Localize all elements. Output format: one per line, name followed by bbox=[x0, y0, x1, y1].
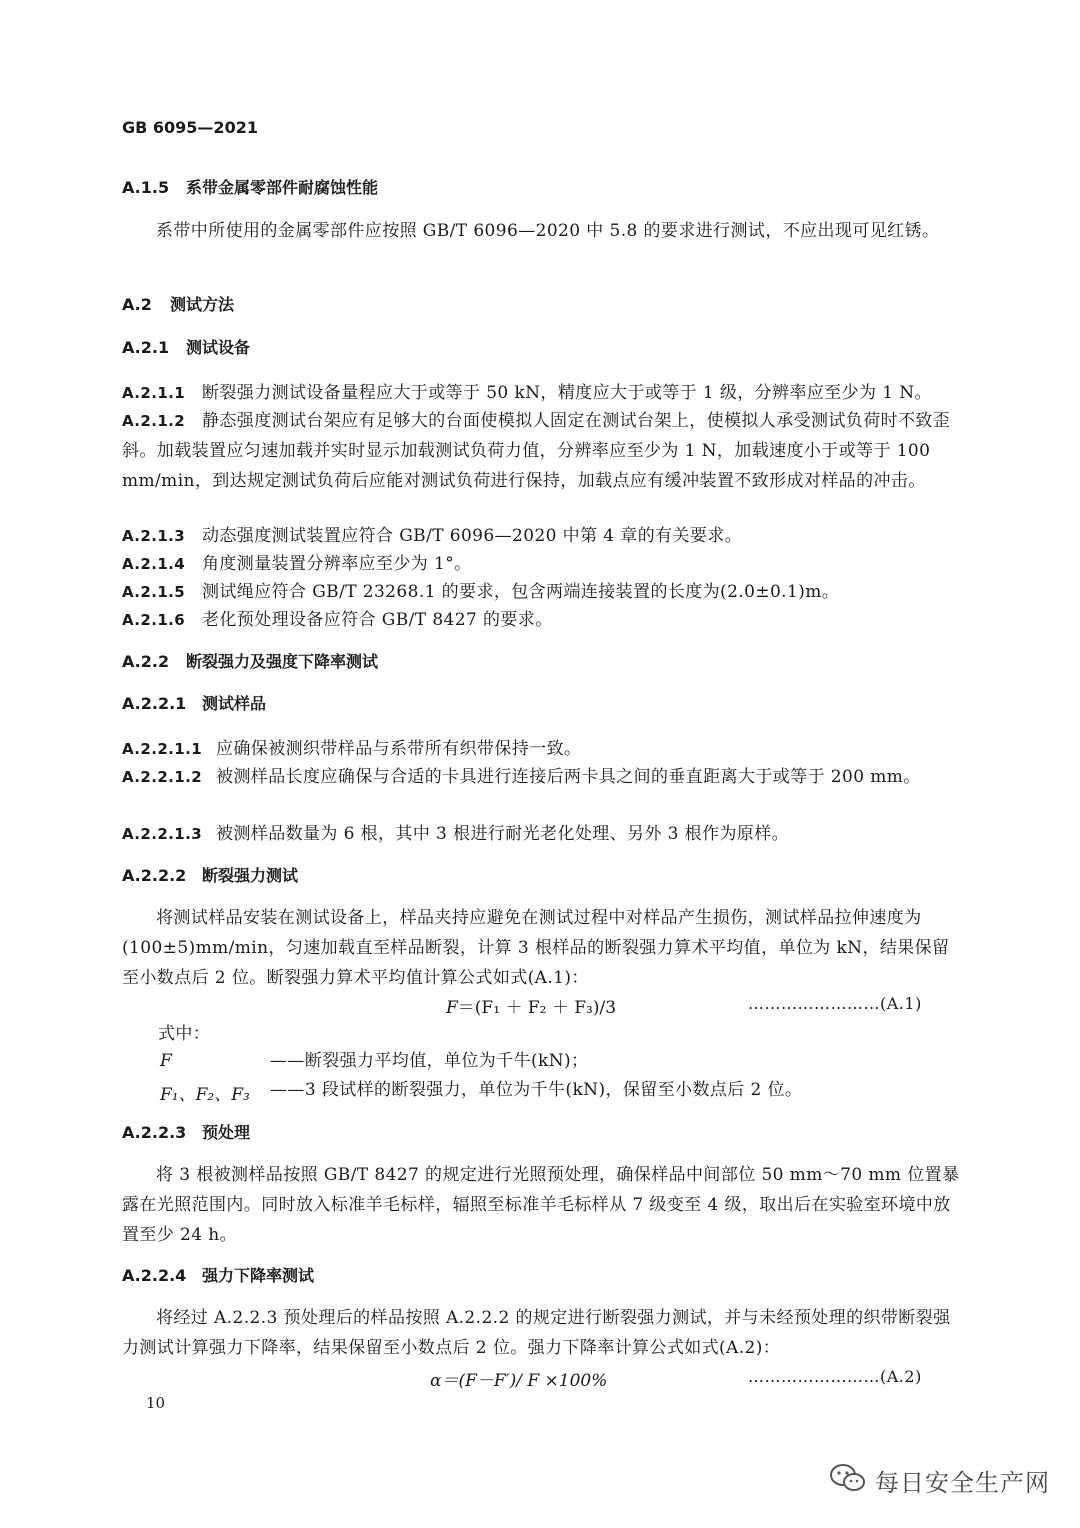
section-a223-heading: A.2.2.3 预处理 bbox=[122, 1123, 251, 1142]
clause-a214: A.2.1.4 角度测量装置分辨率应至少为 1°。 bbox=[122, 554, 472, 574]
section-a21-heading: A.2.1 测试设备 bbox=[122, 338, 251, 357]
standard-id: GB 6095—2021 bbox=[122, 118, 258, 137]
watermark-text: 每日安全生产网 bbox=[875, 1468, 1050, 1497]
equation-a1-label: ……………………(A.1) bbox=[748, 994, 922, 1013]
section-a223-body: 将 3 根被测样品按照 GB/T 8427 的规定进行光照预处理，确保样品中间部位 50 mm～70 mm 位置暴露在光照范围内。同时放入标准羊毛标样，辐照至标准羊毛标样从 7 级变至 4 级，取出后在实验室环境中放置至少 24 h。 bbox=[122, 1165, 960, 1245]
clause-a216: A.2.1.6 老化预处理设备应符合 GB/T 8427 的要求。 bbox=[122, 610, 553, 630]
def-symbol-f123: F₁、F₂、F₃ bbox=[160, 1085, 250, 1105]
equation-a2-label: ……………………(A.2) bbox=[748, 1367, 922, 1386]
def-text-f123: ——3 段试样的断裂强力，单位为千牛(kN)，保留至小数点后 2 位。 bbox=[270, 1080, 803, 1100]
section-a15-body: 系带中所使用的金属零部件应按照 GB/T 6096—2020 中 5.8 的要求进行测试，不应出现可见红锈。 bbox=[156, 221, 940, 241]
clause-a215: A.2.1.5 测试绳应符合 GB/T 23268.1 的要求，包含两端连接装置的长度为(2.0±0.1)m。 bbox=[122, 582, 840, 602]
def-text-f: ——断裂强力平均值，单位为千牛(kN)； bbox=[270, 1051, 589, 1071]
clause-a211: A.2.1.1 断裂强力测试设备量程应大于或等于 50 kN，精度应大于或等于 1 级，分辨率应至少为 1 N。 bbox=[122, 383, 932, 403]
clause-a212: A.2.1.2 静态强度测试台架应有足够大的台面使模拟人固定在测试台架上，使模拟人承受测试负荷时不致歪斜。加载装置应匀速加载并实时显示加载测试负荷力值，分辨率应至少为 1 N，加载速度小于或等于 100 mm/min，到达规定测试负荷后应能对测试负荷进行保持，加载点应有缓冲装置不致形成对样品的冲击。 bbox=[122, 411, 951, 491]
section-a22-heading: A.2.2 断裂强力及强度下降率测试 bbox=[122, 652, 379, 671]
where-label: 式中： bbox=[158, 1024, 211, 1044]
page-number: 10 bbox=[146, 1394, 166, 1412]
wechat-icon bbox=[829, 1462, 867, 1498]
equation-a1: F＝(F₁ ＋ F₂ ＋ F₃)/3 bbox=[446, 998, 617, 1018]
def-symbol-f: F bbox=[160, 1051, 172, 1071]
section-a224-heading: A.2.2.4 强力下降率测试 bbox=[122, 1266, 315, 1285]
clause-a2212: A.2.2.1.2 被测样品长度应确保与合适的卡具进行连接后两卡具之间的垂直距离大于或等于 200 mm。 bbox=[122, 767, 921, 787]
clause-a213: A.2.1.3 动态强度测试装置应符合 GB/T 6096—2020 中第 4 章的有关要求。 bbox=[122, 526, 743, 546]
watermark bbox=[829, 1462, 1050, 1498]
section-a2-heading: A.2 测试方法 bbox=[122, 295, 235, 314]
clause-a2213: A.2.2.1.3 被测样品数量为 6 根，其中 3 根进行耐光老化处理、另外 3 根作为原样。 bbox=[122, 824, 790, 844]
equation-a2: α＝(F－F′)/ F ×100% bbox=[430, 1371, 608, 1391]
section-a15-heading: A.1.5 系带金属零部件耐腐蚀性能 bbox=[122, 178, 379, 197]
clause-a2211: A.2.2.1.1 应确保被测织带样品与系带所有织带保持一致。 bbox=[122, 739, 582, 759]
section-a222-heading: A.2.2.2 断裂强力测试 bbox=[122, 866, 299, 885]
section-a224-body: 将经过 A.2.2.3 预处理后的样品按照 A.2.2.2 的规定进行断裂强力测试，并与未经预处理的织带断裂强力测试计算强力下降率，结果保留至小数点后 2 位。强力下降率计算公式如式(A.2)： bbox=[122, 1308, 951, 1358]
section-a222-body: 将测试样品安装在测试设备上，样品夹持应避免在测试过程中对样品产生损伤，测试样品拉伸速度为(100±5)mm/min，匀速加载直至样品断裂，计算 3 根样品的断裂强力算术平均值，单位为 kN，结果保留至小数点后 2 位。断裂强力算术平均值计算公式如式(A.1)： bbox=[122, 908, 950, 988]
section-a221-heading: A.2.2.1 测试样品 bbox=[122, 694, 267, 713]
